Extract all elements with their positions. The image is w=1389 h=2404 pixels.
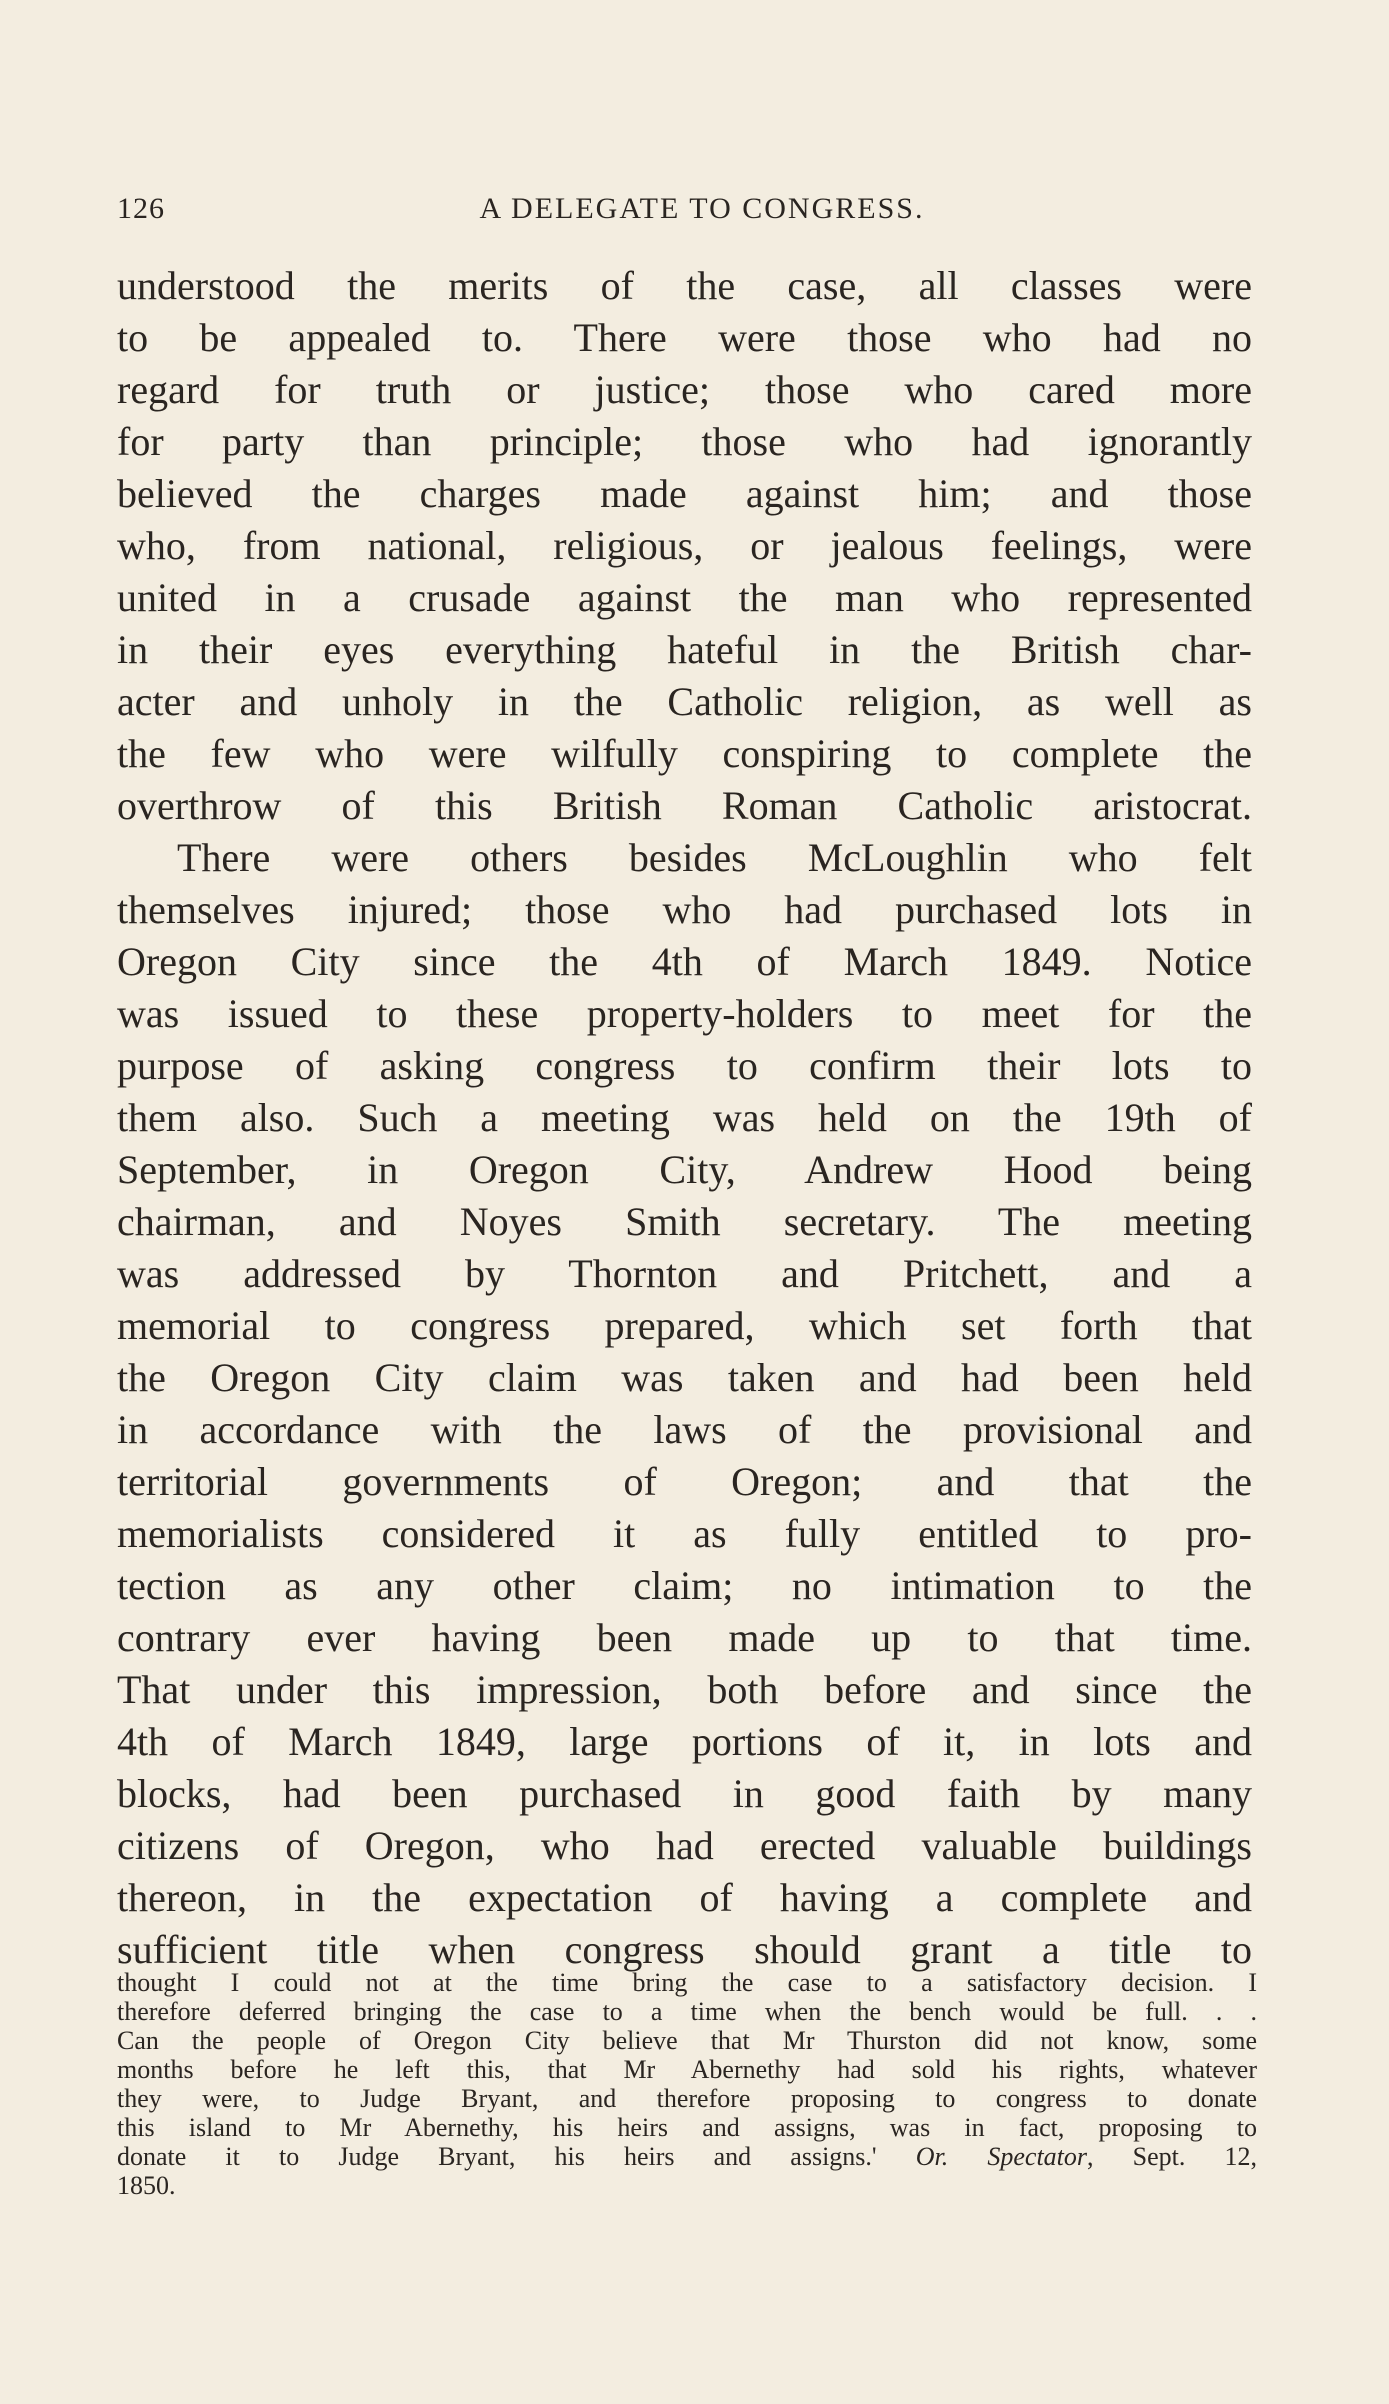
body-line: memorial to congress prepared, which set forth that	[117, 1303, 1252, 1348]
body-line: regard for truth or justice; those who cared more	[117, 367, 1252, 412]
footnote-line: they were, to Judge Bryant, and therefore proposing to congress to donate	[117, 2084, 1257, 2113]
body-line: territorial governments of Oregon; and that the	[117, 1459, 1252, 1504]
body-line: blocks, had been purchased in good faith by many	[117, 1771, 1252, 1816]
footnote-line-final: 1850.	[117, 2171, 176, 2200]
body-line: tection as any other claim; no intimation to the	[117, 1563, 1252, 1608]
body-line: in accordance with the laws of the provisional and	[117, 1407, 1252, 1452]
footnote-citation-date: , Sept. 12,	[1087, 2142, 1257, 2171]
footnote-line: this island to Mr Abernethy, his heirs and assigns, was in fact, proposing to	[117, 2113, 1257, 2142]
body-line: Oregon City since the 4th of March 1849. Notice	[117, 939, 1252, 984]
body-line: purpose of asking congress to confirm their lots to	[117, 1043, 1252, 1088]
body-line: the Oregon City claim was taken and had been held	[117, 1355, 1252, 1400]
footnote-line-citation	[117, 2142, 1257, 2171]
running-title: A DELEGATE TO CONGRESS.	[479, 192, 925, 225]
body-line: overthrow of this British Roman Catholic aristocrat.	[117, 783, 1252, 828]
body-line: thereon, in the expectation of having a complete and	[117, 1875, 1252, 1920]
page-header	[117, 192, 1287, 232]
body-line: citizens of Oregon, who had erected valuable buildings	[117, 1823, 1252, 1868]
body-line: for party than principle; those who had ignorantly	[117, 419, 1252, 464]
body-line: united in a crusade against the man who represented	[117, 575, 1252, 620]
body-line: chairman, and Noyes Smith secretary. The meeting	[117, 1199, 1252, 1244]
footnote-line: months before he left this, that Mr Abernethy had sold his rights, whatever	[117, 2055, 1257, 2084]
body-line: believed the charges made against him; and those	[117, 471, 1252, 516]
footnote	[117, 1968, 1257, 2200]
body-line: contrary ever having been made up to that time.	[117, 1615, 1252, 1660]
body-line: understood the merits of the case, all classes were	[117, 263, 1252, 308]
body-line: in their eyes everything hateful in the British char-	[117, 627, 1252, 672]
footnote-line: thought I could not at the time bring the case to a satisfactory decision. I	[117, 1968, 1257, 1997]
body-line: to be appealed to. There were those who had no	[117, 315, 1252, 360]
body-line: acter and unholy in the Catholic religion, as well as	[117, 679, 1252, 724]
body-line: memorialists considered it as fully entitled to pro-	[117, 1511, 1252, 1556]
body-line-paragraph-start: There were others besides McLoughlin who felt	[177, 835, 1252, 880]
body-text	[117, 260, 1252, 1976]
body-line: September, in Oregon City, Andrew Hood being	[117, 1147, 1252, 1192]
body-line: the few who were wilfully conspiring to complete the	[117, 731, 1252, 776]
footnote-line: therefore deferred bringing the case to a time when the bench would be full. . .	[117, 1997, 1257, 2026]
body-line: themselves injured; those who had purchased lots in	[117, 887, 1252, 932]
body-line: them also. Such a meeting was held on the 19th of	[117, 1095, 1252, 1140]
footnote-source-title: Or. Spectator	[915, 2142, 1088, 2171]
footnote-citation-text: donate it to Judge Bryant, his heirs and assigns.'	[117, 2142, 916, 2171]
body-line: was addressed by Thornton and Pritchett, and a	[117, 1251, 1252, 1296]
body-line: 4th of March 1849, large portions of it, in lots and	[117, 1719, 1252, 1764]
body-line: sufficient title when congress should grant a title to	[117, 1927, 1252, 1972]
page-number: 126	[117, 192, 165, 225]
body-line: who, from national, religious, or jealous feelings, were	[117, 523, 1252, 568]
body-line: was issued to these property-holders to meet for the	[117, 991, 1252, 1036]
body-line: That under this impression, both before and since the	[117, 1667, 1252, 1712]
footnote-line: Can the people of Oregon City believe that Mr Thurston did not know, some	[117, 2026, 1257, 2055]
